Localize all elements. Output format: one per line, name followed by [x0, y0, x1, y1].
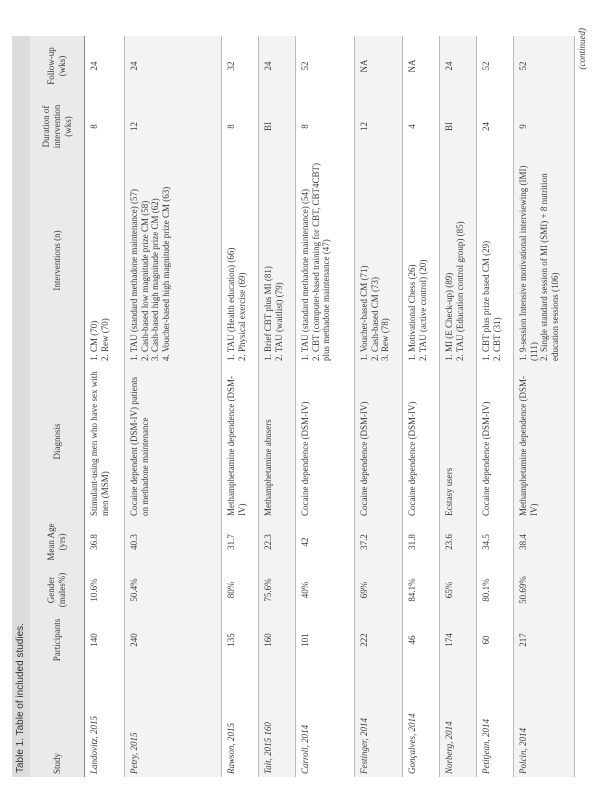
duration-cell: 8 — [85, 96, 125, 157]
followup-cell: 32 — [222, 36, 259, 96]
participants-cell: 135 — [222, 615, 259, 665]
intervention-item: 2. TAU (active control) (20) — [417, 259, 428, 361]
study-cell: Petry, 2015 — [125, 665, 222, 777]
mean-age-cell: 31.7 — [222, 519, 259, 565]
intervention-item: 4. Voucher-based high magnitude prize CM (63) — [160, 186, 171, 361]
study-cell: Gonçalves, 2014 — [403, 665, 440, 777]
intervention-item: 1. TAU (Health education) (66) — [226, 247, 236, 361]
intervention-item: 1. CM (70) — [89, 320, 99, 361]
mean-age-cell: 37.2 — [355, 519, 403, 565]
table-row — [440, 36, 477, 777]
mean-age-cell: 31.8 — [403, 519, 440, 565]
intervention-item: 2. Physical exercise (69) — [236, 272, 247, 361]
intervention-item: 2. Cash-based CM (73) — [369, 277, 380, 361]
intervention-item: 3. Cash-based high magnitude prize CM (62) — [150, 198, 160, 361]
study-cell: Petitjean, 2014 — [477, 665, 514, 777]
mean-age-cell: 40.3 — [125, 519, 222, 565]
interventions-cell — [259, 157, 296, 364]
participants-cell: 240 — [125, 615, 222, 665]
header-study: Study — [30, 665, 85, 777]
header-mean-age: Mean Age (yrs) — [30, 519, 85, 565]
interventions-list — [444, 160, 465, 361]
diagnosis-cell: Methamphetamine dependence (DSM-IV) — [222, 364, 259, 519]
participants-cell: 222 — [355, 615, 403, 665]
participants-cell: 60 — [477, 615, 514, 665]
gender-cell: 50.69% — [514, 565, 575, 615]
diagnosis-cell: Cocaine dependence (DSM-IV) — [477, 364, 514, 519]
followup-cell: 24 — [259, 36, 296, 96]
followup-cell: 24 — [125, 36, 222, 96]
mean-age-cell: 36.8 — [85, 519, 125, 565]
table-row — [355, 36, 403, 777]
intervention-item: 1. 9-session Intensive motivational interviewing (IMI) (111) — [518, 165, 539, 361]
participants-cell: 140 — [85, 615, 125, 665]
header-interventions: Interventions (n) — [30, 157, 85, 364]
diagnosis-cell: Stimulant-using men who have sex with men (MSM) — [85, 364, 125, 519]
interventions-list — [407, 160, 428, 361]
header-row — [30, 36, 85, 777]
followup-cell: 52 — [514, 36, 575, 96]
continued-note: (continued) — [577, 28, 587, 70]
diagnosis-cell: Methamphetamine abusers — [259, 364, 296, 519]
followup-cell: 52 — [296, 36, 355, 96]
interventions-cell — [514, 157, 575, 364]
table-row — [222, 36, 259, 777]
participants-cell: 160 — [259, 615, 296, 665]
interventions-cell — [477, 157, 514, 364]
interventions-cell — [85, 157, 125, 364]
participants-cell: 217 — [514, 615, 575, 665]
interventions-cell — [440, 157, 477, 364]
duration-cell: 12 — [125, 96, 222, 157]
gender-cell: 10.6% — [85, 565, 125, 615]
study-cell: Polcin, 2014 — [514, 665, 575, 777]
interventions-list — [300, 160, 332, 361]
duration-cell: 8 — [222, 96, 259, 157]
diagnosis-cell: Cocaine dependence (DSM-IV) — [403, 364, 440, 519]
table-caption: Table 1. Table of included studies. — [12, 36, 30, 777]
followup-cell: 24 — [85, 36, 125, 96]
interventions-list — [263, 160, 284, 361]
table-row — [296, 36, 355, 777]
intervention-item: 1. TAU (standard methadone maintenance) (57) — [129, 188, 139, 361]
mean-age-cell: 34.5 — [477, 519, 514, 565]
intervention-item: 2. TAU (Education control group) (85) — [454, 221, 465, 361]
gender-cell: 75.6% — [259, 565, 296, 615]
participants-cell: 101 — [296, 615, 355, 665]
duration-cell: BI — [440, 96, 477, 157]
interventions-cell — [296, 157, 355, 364]
duration-cell: BI — [259, 96, 296, 157]
interventions-cell — [355, 157, 403, 364]
intervention-item: 1. TAU (standard methadone maintenance) (54) — [300, 188, 310, 361]
interventions-list — [518, 160, 560, 361]
mean-age-cell: 38.4 — [514, 519, 575, 565]
intervention-item: 1. MI (E Check-up) (89) — [444, 272, 454, 361]
header-gender: Gender (males%) — [30, 565, 85, 615]
intervention-item: 2. TAU (waitlist) (79) — [273, 282, 284, 361]
table-row — [514, 36, 575, 777]
interventions-cell — [222, 157, 259, 364]
diagnosis-cell: Cocaine dependent (DSM-IV) patients on methadone maintenance — [125, 364, 222, 519]
intervention-item: 2. Single standard session of MI (SMI) + 8 nutrition education sessions (106) — [539, 173, 560, 361]
study-cell: Carroll, 2014 — [296, 665, 355, 777]
followup-cell: 24 — [440, 36, 477, 96]
gender-cell: 50.4% — [125, 565, 222, 615]
diagnosis-cell: Methamphetamine dependence (DSM-IV) — [514, 364, 575, 519]
intervention-item: 2. CBT (computer-based training for CBT, CBT4CBT) plus methadone maintenance (47) — [310, 163, 331, 361]
diagnosis-cell: Ecstasy users — [440, 364, 477, 519]
interventions-cell — [125, 157, 222, 364]
study-cell: Festinger, 2014 — [355, 665, 403, 777]
intervention-item: 1. Brief CBT plus MI (81) — [263, 266, 273, 361]
table-row — [477, 36, 514, 777]
intervention-item: 3. Rew (78) — [380, 318, 390, 361]
intervention-item: 1. CBT plus prize based CM (29) — [481, 240, 491, 361]
intervention-item: 1. Voucher-based CM (71) — [359, 265, 369, 361]
intervention-item: 2. Cash-based low magnitude prize CM (58) — [139, 200, 150, 361]
study-cell: Landovitz, 2015 — [85, 665, 125, 777]
diagnosis-cell: Cocaine dependence (DSM-IV) — [296, 364, 355, 519]
intervention-item: 2. CBT (31) — [491, 317, 502, 361]
table-row — [259, 36, 296, 777]
interventions-list — [89, 160, 110, 361]
gender-cell: 65% — [440, 565, 477, 615]
gender-cell: 80.1% — [477, 565, 514, 615]
study-cell: Rawson, 2015 — [222, 665, 259, 777]
diagnosis-cell: Cocaine dependence (DSM-IV) — [355, 364, 403, 519]
studies-table — [30, 36, 575, 777]
study-cell: Norberg, 2014 — [440, 665, 477, 777]
interventions-list — [129, 160, 171, 361]
gender-cell: 80% — [222, 565, 259, 615]
duration-cell: 4 — [403, 96, 440, 157]
intervention-item: 2. Rew (70) — [99, 318, 110, 361]
followup-cell: NA — [403, 36, 440, 96]
gender-cell: 40% — [296, 565, 355, 615]
study-cell: Tait, 2015 160 — [259, 665, 296, 777]
interventions-list — [481, 160, 502, 361]
table-row — [125, 36, 222, 777]
header-duration: Duration of intervention (wks) — [30, 96, 85, 157]
table-row — [85, 36, 125, 777]
header-participants: Participants — [30, 615, 85, 665]
interventions-cell — [403, 157, 440, 364]
mean-age-cell: 42 — [296, 519, 355, 565]
duration-cell: 24 — [477, 96, 514, 157]
interventions-list — [359, 160, 391, 361]
participants-cell: 174 — [440, 615, 477, 665]
mean-age-cell: 23.6 — [440, 519, 477, 565]
header-diagnosis: Diagnosis — [30, 364, 85, 519]
mean-age-cell: 22.3 — [259, 519, 296, 565]
interventions-list — [226, 160, 247, 361]
intervention-item: 1. Motivational Chess (26) — [407, 264, 417, 361]
followup-cell: NA — [355, 36, 403, 96]
followup-cell: 52 — [477, 36, 514, 96]
gender-cell: 69% — [355, 565, 403, 615]
duration-cell: 9 — [514, 96, 575, 157]
participants-cell: 46 — [403, 615, 440, 665]
duration-cell: 12 — [355, 96, 403, 157]
table-row — [403, 36, 440, 777]
gender-cell: 84.1% — [403, 565, 440, 615]
duration-cell: 8 — [296, 96, 355, 157]
header-followup: Follow-up (wks) — [30, 36, 85, 96]
